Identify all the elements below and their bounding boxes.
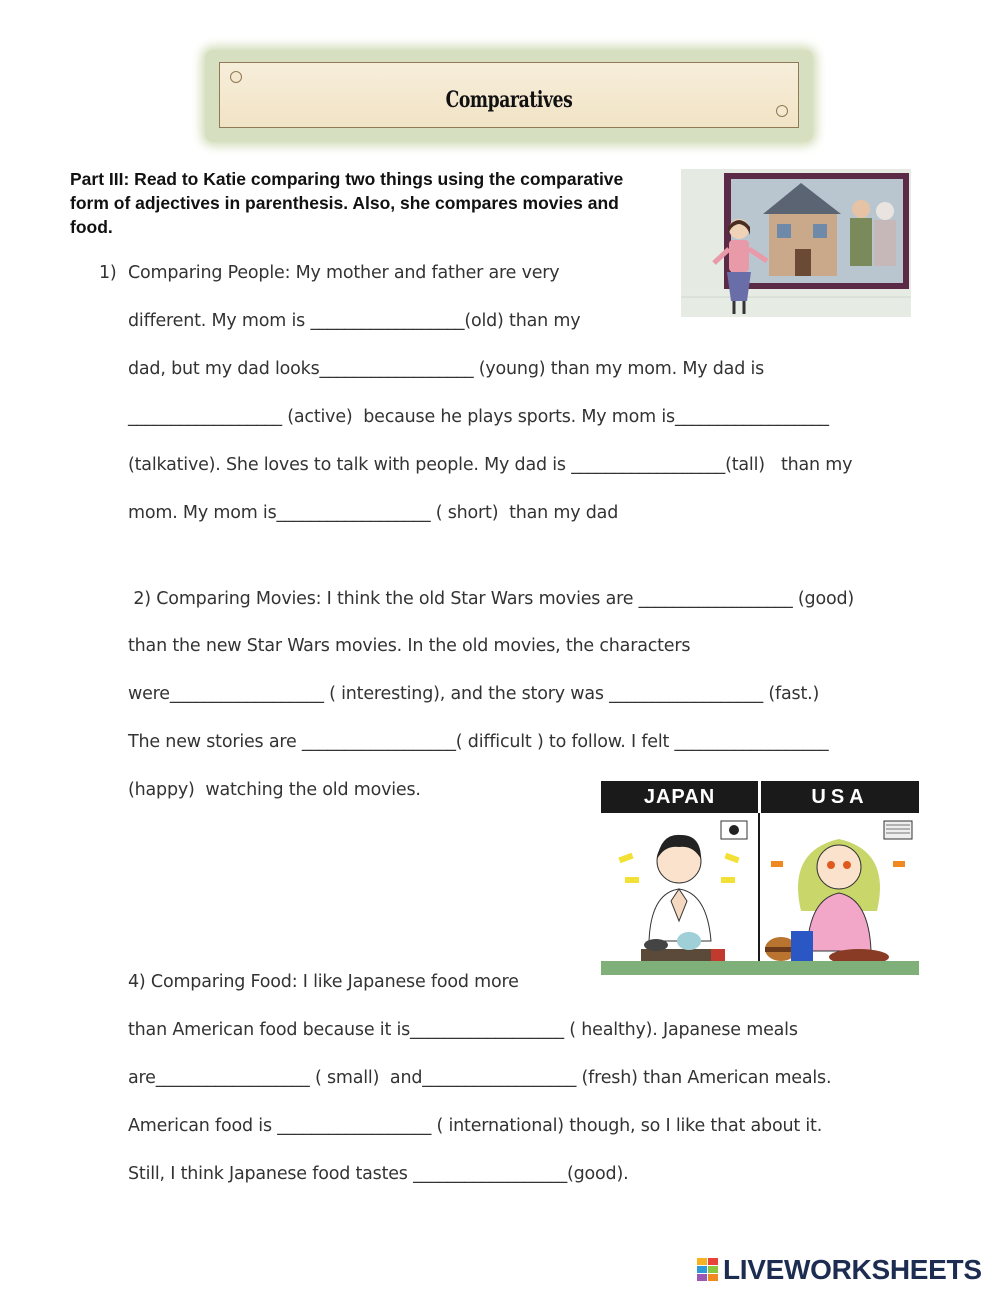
- text-line: dad, but my dad looks__________________ (young) than my mom. My dad is: [128, 359, 765, 379]
- katie-illustration: [681, 169, 911, 317]
- text-line: different. My mom is __________________(old) than my: [128, 311, 581, 331]
- title-banner: [205, 50, 813, 142]
- text-line: (happy) watching the old movies.: [128, 780, 421, 800]
- text-line: Comparing People: My mother and father are very: [128, 263, 560, 283]
- text-line: American food is __________________ ( international) though, so I like that about it.: [128, 1116, 823, 1136]
- text-line: 2) Comparing Movies: I think the old Star Wars movies are __________________ (good): [128, 589, 854, 609]
- liveworksheets-logo: [697, 1252, 982, 1288]
- brand-logo-icon: [697, 1257, 719, 1283]
- scroll-curl-icon: [230, 71, 242, 83]
- text-line: mom. My mom is__________________ ( short) than my dad: [128, 503, 619, 523]
- food-illustration: [601, 781, 919, 975]
- scroll-curl-icon: [776, 105, 788, 117]
- brand-name: LIVEWORKSHEETS: [723, 1254, 982, 1285]
- text-line: The new stories are __________________( difficult ) to follow. I felt __________________: [128, 732, 829, 752]
- instructions: Part III: Read to Katie comparing two things using the comparative form of adjectives in parenthesis. Also, she compares movies and food.: [70, 169, 624, 237]
- text-line: than American food because it is__________________ ( healthy). Japanese meals: [128, 1020, 798, 1040]
- text-line: (talkative). She loves to talk with people. My dad is __________________(tall) than my: [128, 455, 853, 475]
- page-title: Comparatives: [445, 87, 573, 113]
- text-line: are__________________ ( small) and__________________ (fresh) than American meals.: [128, 1068, 832, 1088]
- usa-label: USA: [761, 781, 919, 813]
- text-line: were__________________ ( interesting), and the story was __________________ (fast.): [128, 684, 820, 704]
- text-line: Still, I think Japanese food tastes __________________(good).: [128, 1164, 629, 1184]
- text-line: __________________ (active) because he plays sports. My mom is__________________: [128, 407, 829, 427]
- scroll-paper: [219, 62, 799, 128]
- japan-label: JAPAN: [601, 781, 758, 813]
- item-number: 1): [99, 263, 117, 283]
- text-line: than the new Star Wars movies. In the old movies, the characters: [128, 636, 691, 656]
- text-line: 4) Comparing Food: I like Japanese food more: [128, 972, 519, 992]
